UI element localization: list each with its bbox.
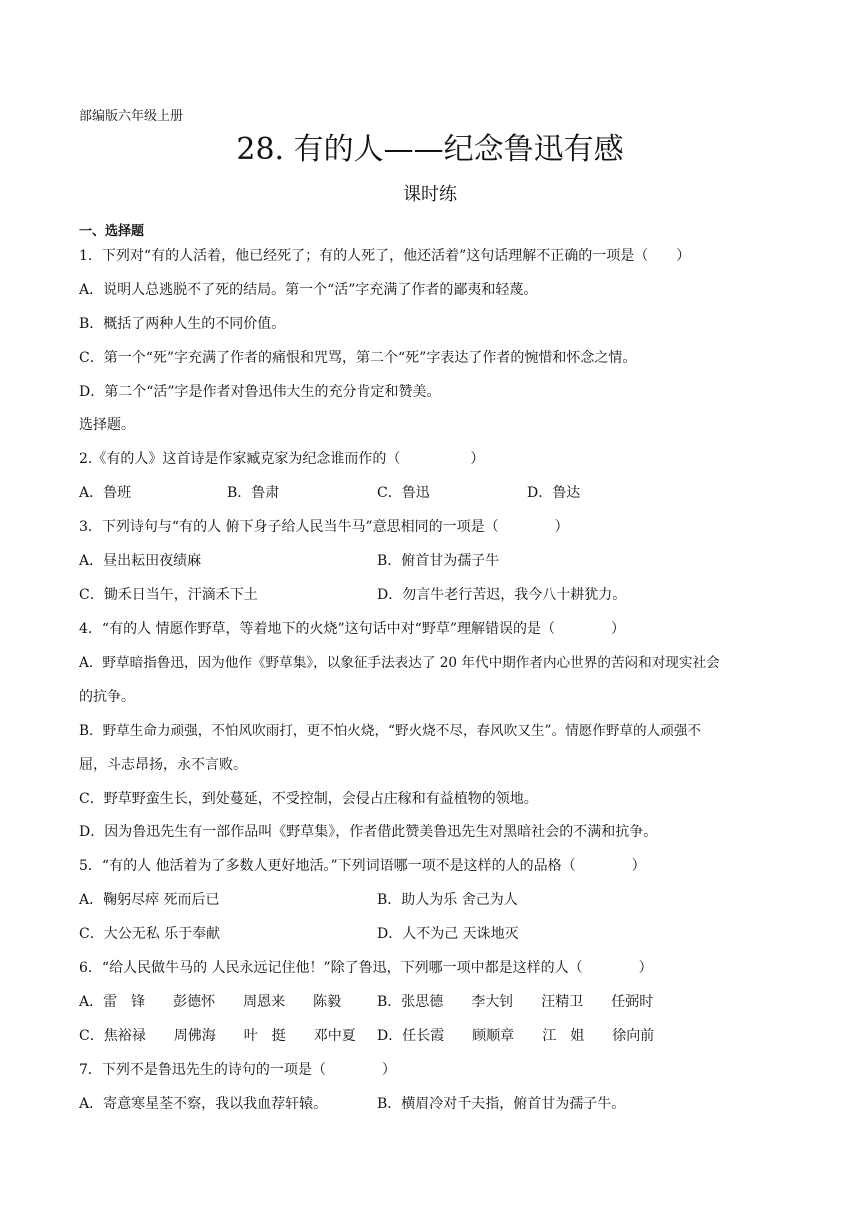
- question-1-stem: 1．下列对“有的人活着，他已经死了；有的人死了，他还活着”这句话理解不正确的一项是（ ）: [79, 248, 691, 264]
- question-4-option-c: C．野草野蛮生长，到处蔓延，不受控制，会侵占庄稼和有益植物的领地。: [79, 791, 538, 807]
- question-1-option-a: A．说明人总逃脱不了死的结局。第一个“活”字充满了作者的鄙夷和轻蔑。: [79, 282, 538, 298]
- question-2-stem: 2.《有的人》这首诗是作家臧克家为纪念谁而作的（ ）: [79, 451, 485, 467]
- question-2-option-b: B．鲁肃: [227, 485, 280, 501]
- grade-label: 部编版六年级上册: [79, 109, 184, 124]
- question-3-option-d: D．勿言牛老行苦迟，我今八十耕犹力。: [377, 587, 627, 603]
- question-7-stem: 7．下列不是鲁迅先生的诗句的一项是（ ）: [79, 1062, 396, 1078]
- question-4-option-b-cont: 屈，斗志昂扬，永不言败。: [79, 757, 247, 773]
- question-4-option-a-cont: 的抗争。: [79, 689, 135, 705]
- question-5-stem: 5．“有的人 他活着为了多数人更好地活。”下列词语哪一项不是这样的人的品格（ ）: [79, 858, 646, 874]
- page-subtitle: 课时练: [403, 184, 457, 205]
- question-6-option-d: D．任长霞 顾顺章 江 姐 徐向前: [377, 1028, 655, 1044]
- question-2-option-d: D．鲁达: [527, 485, 581, 501]
- question-1-option-c: C．第一个“死”字充满了作者的痛恨和咒骂，第二个“死”字表达了作者的惋惜和怀念之情。: [79, 350, 637, 366]
- question-5-option-d: D．人不为己 天诛地灭: [377, 926, 519, 942]
- section-heading: 一、选择题: [79, 224, 145, 239]
- question-6-option-c: C．焦裕禄 周佛海 叶 挺 邓中夏: [79, 1028, 356, 1044]
- question-6-option-b: B．张思德 李大钊 汪精卫 任弼时: [377, 994, 654, 1010]
- question-5-option-b: B．助人为乐 舍己为人: [377, 892, 518, 908]
- question-4-option-a: A．野草暗指鲁迅，因为他作《野草集》，以象征手法表达了 20 年代中期作者内心世界的苦闷和对现实社会: [79, 655, 720, 671]
- question-2-option-c: C．鲁迅: [377, 485, 430, 501]
- question-6-stem: 6．“给人民做牛马的 人民永远记住他！”除了鲁迅，下列哪一项中都是这样的人（ ）: [79, 960, 653, 976]
- question-5-option-a: A．鞠躬尽瘁 死而后已: [79, 892, 220, 908]
- question-6-option-a: A．雷 锋 彭德怀 周恩来 陈毅: [79, 994, 342, 1010]
- question-4-stem: 4．“有的人 情愿作野草，等着地下的火烧”这句话中对“野草”理解错误的是（ ）: [79, 621, 625, 637]
- question-5-option-c: C．大公无私 乐于奉献: [79, 926, 221, 942]
- question-3-option-b: B．俯首甘为孺子牛: [377, 553, 500, 569]
- question-7-option-a: A．寄意寒星荃不察，我以我血荐轩辕。: [79, 1096, 328, 1112]
- question-1-note: 选择题。: [79, 417, 135, 433]
- question-1-option-b: B．概括了两种人生的不同价值。: [79, 316, 286, 332]
- question-4-option-d: D．因为鲁迅先生有一部作品叫《野草集》，作者借此赞美鲁迅先生对黑暗社会的不满和抗争。: [79, 824, 658, 840]
- question-2-option-a: A．鲁班: [79, 485, 132, 501]
- question-7-option-b: B．横眉冷对千夫指，俯首甘为孺子牛。: [377, 1096, 626, 1112]
- question-3-option-a: A．昼出耘田夜绩麻: [79, 553, 202, 569]
- question-3-option-c: C．锄禾日当午，汗滴禾下土: [79, 587, 258, 603]
- page-title: 28. 有的人——纪念鲁迅有感: [236, 132, 624, 167]
- question-4-option-b: B．野草生命力顽强，不怕风吹雨打，更不怕火烧，“野火烧不尽，春风吹又生”。情愿作野草的人顽强不: [79, 723, 702, 739]
- question-3-stem: 3．下列诗句与“有的人 俯下身子给人民当牛马”意思相同的一项是（ ）: [79, 519, 569, 535]
- question-1-option-d: D．第二个“活”字是作者对鲁迅伟大生的充分肯定和赞美。: [79, 384, 441, 400]
